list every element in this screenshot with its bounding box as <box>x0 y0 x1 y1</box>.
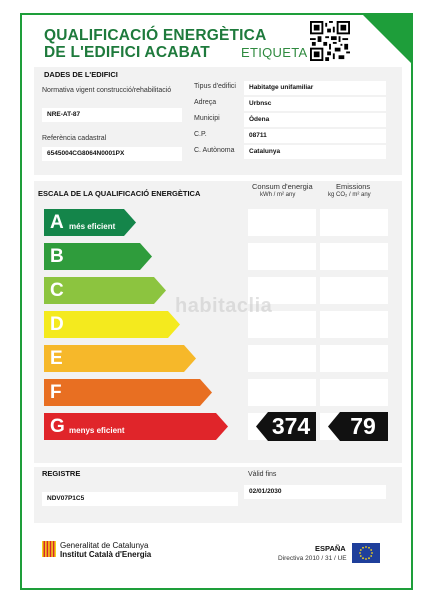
registry-label: REGISTRE <box>42 469 81 478</box>
band-letter: E <box>50 348 63 369</box>
emissions-cell <box>320 345 388 372</box>
valid-until-value: 02/01/2030 <box>244 485 386 499</box>
band-subtitle: més eficient <box>69 222 116 231</box>
emissions-cell <box>320 209 388 236</box>
emissions-cell <box>320 277 388 304</box>
cadastral-value: 6545004CG8064N0001PX <box>42 147 182 161</box>
cadastral-label: Referència cadastral <box>42 135 107 142</box>
band-letter: A <box>50 212 64 233</box>
band-f <box>44 379 212 406</box>
band-letter: D <box>50 314 64 335</box>
emissions-unit: kg CO₂ / m² any <box>328 192 371 198</box>
registry-value: NDV07P1C5 <box>42 492 238 506</box>
etiqueta-label: ETIQUETA <box>241 45 308 60</box>
consumption-value: 374 <box>271 413 311 439</box>
emissions-value-arrow <box>328 412 388 441</box>
address-label: Adreça <box>194 99 217 106</box>
region-label: C. Autònoma <box>194 147 235 154</box>
rating-scale-panel <box>34 181 402 463</box>
directive-label: Directiva 2010 / 31 / UE <box>278 555 347 562</box>
type-label: Tipus d'edifici <box>194 83 236 90</box>
title-line-2: DE L'EDIFICI ACABAT <box>44 44 210 61</box>
band-d <box>44 311 180 338</box>
consumption-value-arrow <box>256 412 316 441</box>
band-letter: G <box>50 416 65 437</box>
institute-name: Institut Català d'Energia <box>60 550 152 559</box>
eu-flag-icon <box>352 543 380 563</box>
consumption-cell <box>248 379 316 406</box>
band-e <box>44 345 196 372</box>
consumption-cell <box>248 243 316 270</box>
valid-until-label: Vàlid fins <box>248 471 277 478</box>
band-a <box>44 209 136 236</box>
municipality-label: Municipi <box>194 115 220 122</box>
corner-triangle <box>361 13 413 65</box>
emissions-cell <box>320 243 388 270</box>
country-label: ESPAÑA <box>315 544 346 553</box>
regulation-value: NRE-AT-87 <box>42 108 182 122</box>
emissions-value: 79 <box>350 413 376 439</box>
title-line-1: QUALIFICACIÓ ENERGÈTICA <box>44 27 267 44</box>
qr-code-icon <box>310 21 350 61</box>
postal-value: 08711 <box>244 129 386 143</box>
band-letter: C <box>50 280 64 301</box>
emissions-cell <box>320 311 388 338</box>
band-g <box>44 413 228 440</box>
band-subtitle: menys eficient <box>69 426 125 435</box>
postal-label: C.P. <box>194 131 207 138</box>
municipality-value: Òdena <box>244 113 386 127</box>
building-data-panel <box>34 67 402 175</box>
consumption-cell <box>248 345 316 372</box>
region-value: Catalunya <box>244 145 386 159</box>
energy-label-card <box>20 13 413 590</box>
regulation-label: Normativa vigent construcció/rehabilitació <box>42 87 172 94</box>
band-letter: F <box>50 382 62 403</box>
emissions-cell <box>320 379 388 406</box>
building-section-title: DADES DE L'EDIFICI <box>44 70 118 79</box>
emissions-label: Emissions <box>336 182 371 191</box>
footer <box>34 525 402 580</box>
consumption-cell <box>248 209 316 236</box>
catalonia-flag-icon <box>42 541 56 557</box>
consumption-label: Consum d'energia <box>252 182 313 191</box>
watermark: habitaclia <box>175 295 273 317</box>
address-value: Urbnsc <box>244 97 386 111</box>
gov-name: Generalitat de Catalunya <box>60 541 149 550</box>
consumption-unit: kWh / m² any <box>260 192 296 198</box>
band-c <box>44 277 166 304</box>
type-value: Habitatge unifamiliar <box>244 81 386 95</box>
registry-panel <box>34 467 402 523</box>
scale-section-title: ESCALA DE LA QUALIFICACIÓ ENERGÈTICA <box>38 189 201 198</box>
band-letter: B <box>50 246 64 267</box>
band-b <box>44 243 152 270</box>
